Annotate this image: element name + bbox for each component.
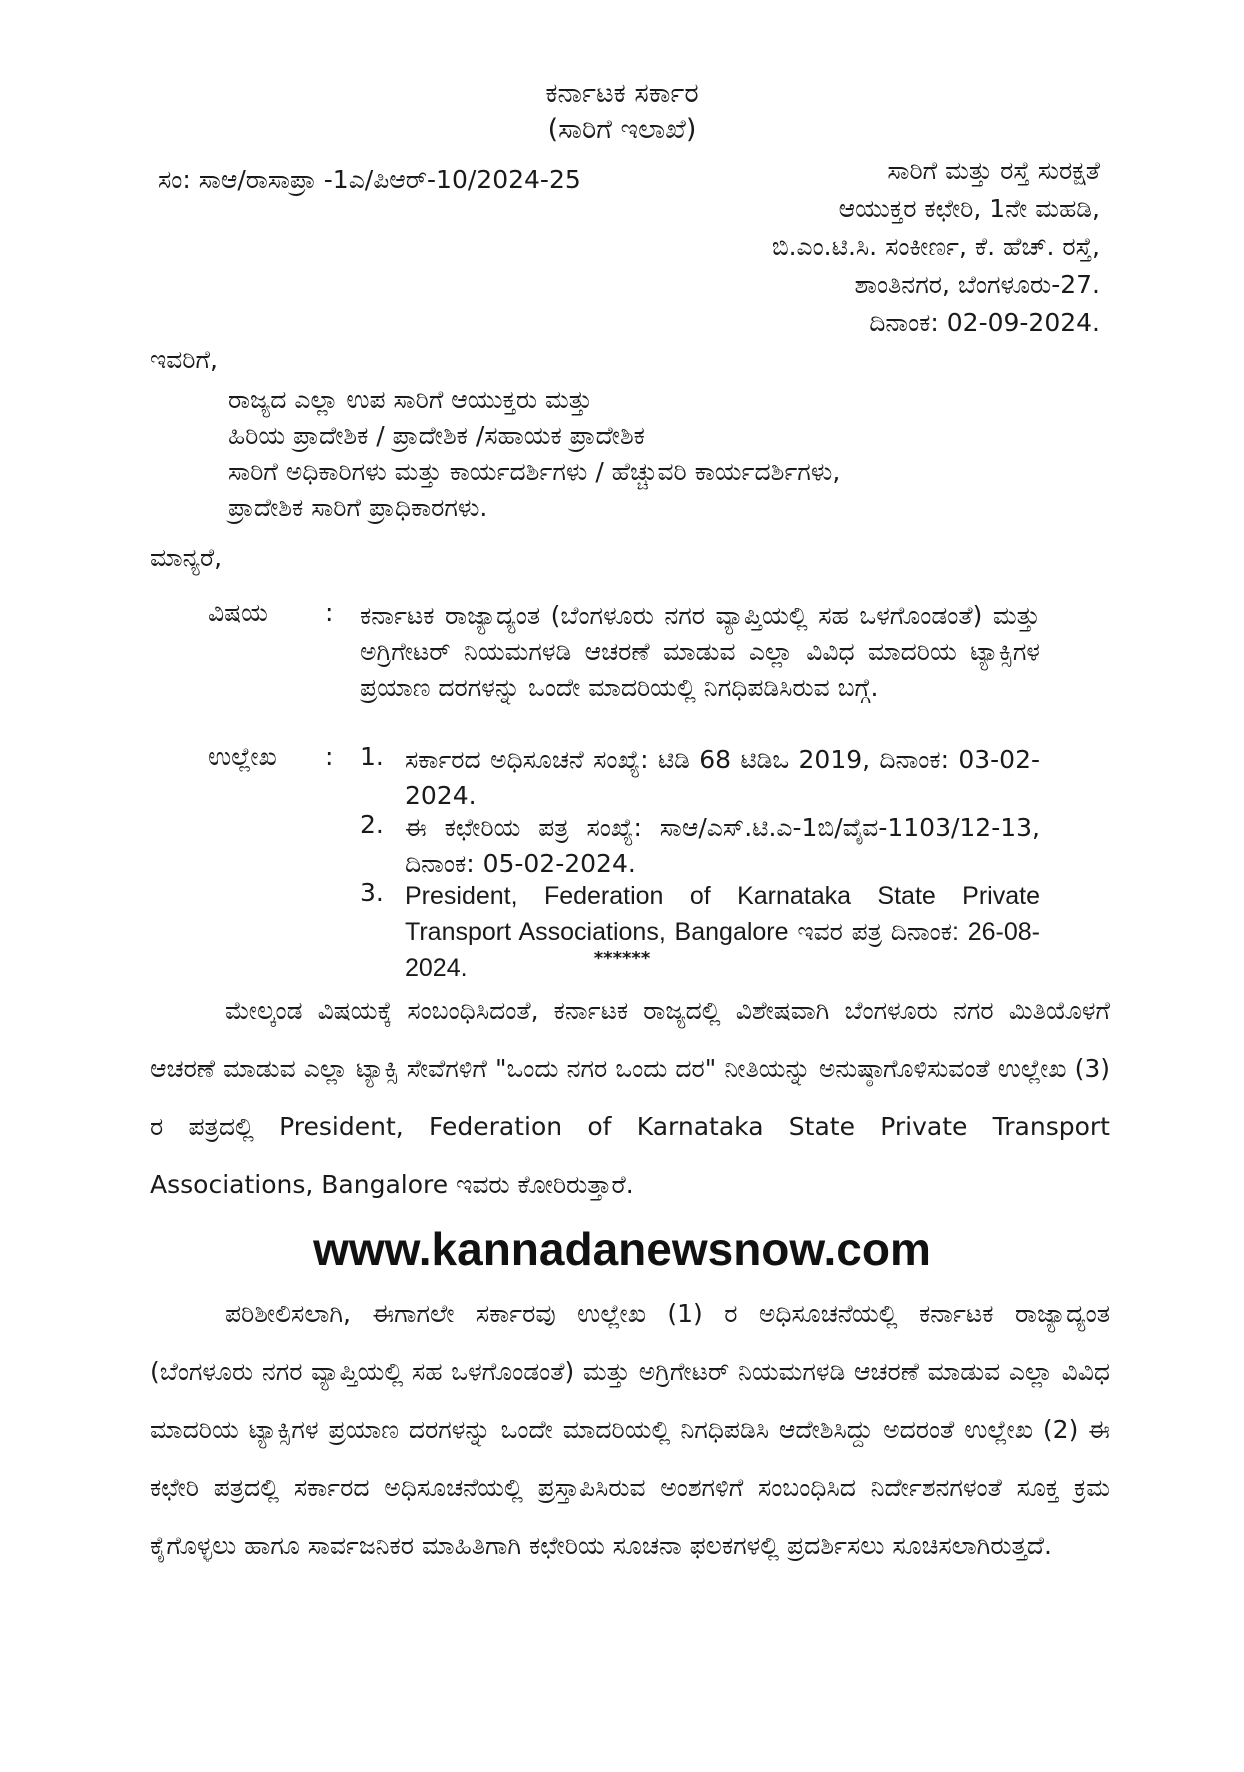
reference-colon: : (325, 742, 334, 771)
body-paragraph-1: ಮೇಲ್ಕಂಡ ವಿಷಯಕ್ಕೆ ಸಂಬಂಧಿಸಿದಂತೆ, ಕರ್ನಾಟಕ ರಾಜ್ಯದಲ್ಲಿ ವಿಶೇಷವಾಗಿ ಬೆಂಗಳೂರು ನಗರ ಮಿತಿಯೊಳಗೆ ಆಚರಣೆ ಮಾಡುವ ಎಲ್ಲಾ ಟ್ಯಾಕ್ಸಿ ಸೇವೆಗಳಿಗೆ "ಒಂದು ನಗರ ಒಂದು ದರ" ನೀತಿಯನ್ನು ಅನುಷ್ಠಾಗೊಳಿಸುವಂತೆ ಉಲ್ಲೇಖ (3) ರ ಪತ್ರದಲ್ಲಿ President, Federation of Karnataka State Private Transport Associations, Bangalore ಇವರು ಕೋರಿರುತ್ತಾರೆ. (150, 996, 1110, 1199)
reference-item-number: 2. (360, 810, 384, 839)
reference-number: ಸಂ: ಸಾಆ/ರಾಸಾಪ್ರಾ -1ಎ/ಪಿಆರ್-10/2024-25 (158, 165, 581, 194)
reference-item-text: ಈ ಕಛೇರಿಯ ಪತ್ರ ಸಂಖ್ಯೆ: ಸಾಆ/ಎಸ್.ಟಿ.ಎ-1ಬಿ/ವೈವ-1103/12-13, ದಿನಾಂಕ: 05-02-2024. (405, 813, 1040, 878)
subject-text: ಕರ್ನಾಟಕ ರಾಜ್ಯಾದ್ಯಂತ (ಬೆಂಗಳೂರು ನಗರ ವ್ಯಾಪ್ತಿಯಲ್ಲಿ ಸಹ ಒಳಗೊಂಡಂತೆ) ಮತ್ತು ಅಗ್ರಿಗೇಟರ್ ನಿಯಮಗಳಡಿ ಆಚರಣೆ ಮಾಡುವ ಎಲ್ಲಾ ವಿವಿಧ ಮಾದರಿಯ ಟ್ಯಾಕ್ಸಿಗಳ ಪ್ರಯಾಣ ದರಗಳನ್ನು ಒಂದೇ ಮಾದರಿಯಲ್ಲಿ ನಿಗಧಿಪಡಿಸಿರುವ ಬಗ್ಗೆ. (360, 601, 1040, 702)
recipient-line: ರಾಜ್ಯದ ಎಲ್ಲಾ ಉಪ ಸಾರಿಗೆ ಆಯುಕ್ತರು ಮತ್ತು (228, 385, 593, 414)
reference-item-text: ಸರ್ಕಾರದ ಅಧಿಸೂಚನೆ ಸಂಖ್ಯೆ: ಟಿಡಿ 68 ಟಿಡಿಒ 2019, ದಿನಾಂಕ: 03-02-2024. (405, 745, 1040, 810)
body-paragraph-2: ಪರಿಶೀಲಿಸಲಾಗಿ, ಈಗಾಗಲೇ ಸರ್ಕಾರವು ಉಲ್ಲೇಖ (1) ರ ಅಧಿಸೂಚನೆಯಲ್ಲಿ ಕರ್ನಾಟಕ ರಾಜ್ಯಾದ್ಯಂತ (ಬೆಂಗಳೂರು ನಗರ ವ್ಯಾಪ್ತಿಯಲ್ಲಿ ಸಹ ಒಳಗೊಂಡಂತೆ) ಮತ್ತು ಅಗ್ರಿಗೇಟರ್ ನಿಯಮಗಳಡಿ ಆಚರಣೆ ಮಾಡುವ ಎಲ್ಲಾ ವಿವಿಧ ಮಾದರಿಯ ಟ್ಯಾಕ್ಸಿಗಳ ಪ್ರಯಾಣ ದರಗಳನ್ನು ಒಂದೇ ಮಾದರಿಯಲ್ಲಿ ನಿಗಧಿಪಡಿಸಿ ಆದೇಶಿಸಿದ್ದು ಅದರಂತೆ ಉಲ್ಲೇಖ (2) ಈ ಕಛೇರಿ ಪತ್ರದಲ್ಲಿ ಸರ್ಕಾರದ ಅಧಿಸೂಚನೆಯಲ್ಲಿ ಪ್ರಸ್ತಾಪಿಸಿರುವ ಅಂಶಗಳಿಗೆ ಸಂಬಂಧಿಸಿದ ನಿರ್ದೇಶನಗಳಂತೆ ಸೂಕ್ತ ಕ್ರಮ ಕೈಗೊಳ್ಳಲು ಹಾಗೂ ಸಾರ್ವಜನಿಕರ ಮಾಹಿತಿಗಾಗಿ ಕಛೇರಿಯ ಸೂಚನಾ ಫಲಕಗಳಲ್ಲಿ ಪ್ರದರ್ಶಿಸಲು ಸೂಚಿಸಲಾಗಿರುತ್ತದೆ. (150, 1299, 1110, 1560)
salutation: ಮಾನ್ಯರೆ, (150, 543, 223, 572)
address-line: ಸಾರಿಗೆ ಮತ್ತು ರಸ್ತೆ ಸುರಕ್ಷತೆ (887, 156, 1100, 185)
department-title: (ಸಾರಿಗೆ ಇಲಾಖೆ) (547, 114, 697, 145)
reference-item-number: 1. (360, 742, 384, 771)
reference-item-number: 3. (360, 878, 384, 907)
recipient-line: ಸಾರಿಗೆ ಅಧಿಕಾರಿಗಳು ಮತ್ತು ಕಾರ್ಯದರ್ಶಿಗಳು / ಹೆಚ್ಚುವರಿ ಕಾರ್ಯದರ್ಶಿಗಳು, (228, 457, 841, 486)
reference-label: ಉಲ್ಲೇಖ (208, 742, 277, 771)
office-address (660, 152, 1100, 342)
subject-colon: : (325, 598, 334, 627)
to-label: ಇವರಿಗೆ, (150, 345, 218, 374)
section-separator: ****** (593, 948, 651, 969)
reference-item-text: President, Federation of Karnataka State Private Transport Associations, Bangalore ಇವರ ಪತ್ರ ದಿನಾಂಕ: 26-08-2024. (405, 882, 1040, 982)
government-title: ಕರ್ನಾಟಕ ಸರ್ಕಾರ (545, 78, 699, 109)
address-line: ಬಿ.ಎಂ.ಟಿ.ಸಿ. ಸಂಕೀರ್ಣ, ಕೆ. ಹೆಚ್. ರಸ್ತೆ, (771, 232, 1100, 261)
recipients (228, 382, 1128, 526)
watermark-url: www.kannadanewsnow.com (313, 1223, 931, 1275)
address-line: ಆಯುಕ್ತರ ಕಛೇರಿ, 1ನೇ ಮಹಡಿ, (838, 194, 1100, 223)
recipient-line: ಹಿರಿಯ ಪ್ರಾದೇಶಿಕ / ಪ್ರಾದೇಶಿಕ /ಸಹಾಯಕ ಪ್ರಾದೇಶಿಕ (228, 421, 645, 450)
recipient-line: ಪ್ರಾದೇಶಿಕ ಸಾರಿಗೆ ಪ್ರಾಧಿಕಾರಗಳು. (228, 493, 488, 522)
letter-date: ದಿನಾಂಕ: 02-09-2024. (869, 308, 1100, 337)
subject-label: ವಿಷಯ (208, 598, 268, 627)
address-line: ಶಾಂತಿನಗರ, ಬೆಂಗಳೂರು-27. (854, 270, 1100, 299)
